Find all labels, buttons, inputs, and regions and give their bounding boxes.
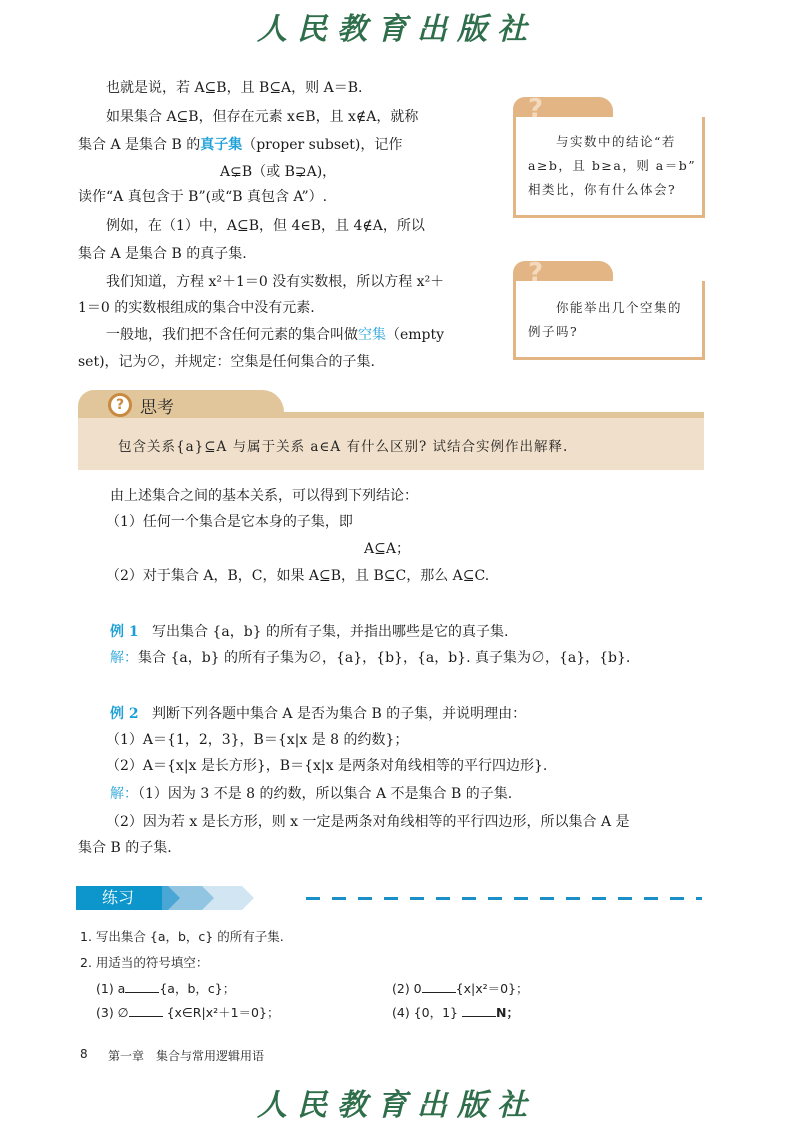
think-question: 包含关系{a}⊆A 与属于关系 a∈A 有什么区别? 试结合实例作出解释.	[118, 439, 569, 455]
paragraph-empty-set-l1: 一般地，我们把不含任何元素的集合叫做空集（empty	[106, 327, 445, 343]
paragraph-empty-set-l2: set)，记为∅，并规定：空集是任何集合的子集.	[78, 354, 376, 370]
paragraph-example-l2: 集合 A 是集合 B 的真子集.	[78, 246, 247, 262]
exercise-title: 练习	[102, 888, 135, 907]
fill-blank-2[interactable]	[422, 980, 456, 993]
example-2-q1: （1）A＝{1，2，3}，B＝{x|x 是 8 的约数}；	[106, 732, 409, 748]
conclusion-2: （2）对于集合 A，B，C，如果 A⊆B，且 B⊆C，那么 A⊆C.	[106, 568, 490, 584]
solution-label: 解：	[110, 650, 138, 666]
question-circle-icon: ?	[108, 393, 132, 417]
formula-proper-subset: A⊊B（或 B⊋A)，	[220, 164, 337, 180]
example-2-solution-1: 解：（1）因为 3 不是 8 的约数，所以集合 A 不是集合 B 的子集.	[110, 786, 513, 802]
fill-2: (2) 0 {x|x²＝0}；	[392, 981, 529, 996]
fill-blank-4[interactable]	[462, 1004, 496, 1017]
conclusion-1: （1）任何一个集合是它本身的子集，即	[106, 514, 353, 530]
publisher-logo-bottom: 人民教育出版社	[257, 1088, 537, 1123]
chapter-title: 集合与常用逻辑用语	[156, 1049, 265, 1063]
paragraph-proper-subset-l2: 集合 A 是集合 B 的真子集（proper subset)，记作	[78, 137, 403, 153]
chapter-label: 第一章	[108, 1049, 145, 1063]
conclusions-intro: 由上述集合之间的基本关系，可以得到下列结论：	[110, 488, 418, 504]
think-title: 思考	[140, 398, 174, 418]
publisher-logo-top: 人民教育出版社	[257, 12, 537, 47]
conclusion-1-formula: A⊆A；	[364, 541, 410, 557]
question-mark-icon: ?	[528, 258, 544, 288]
example-2-label: 例 2	[110, 706, 139, 722]
example-2-solution-2-l1: （2）因为若 x 是长方形，则 x 一定是两条对角线相等的平行四边形，所以集合 A 是	[106, 814, 630, 830]
page-number: 8	[80, 1047, 88, 1061]
solution-label: 解：	[110, 786, 138, 802]
term-proper-subset: 真子集	[200, 137, 243, 153]
exercise-item-1: 1. 写出集合 {a，b，c} 的所有子集.	[80, 929, 284, 944]
fill-1: (1) a {a，b，c}；	[96, 981, 236, 996]
fill-blank-3[interactable]	[129, 1004, 163, 1017]
question-mark-icon: ?	[528, 94, 544, 124]
example-2-solution-2-l2: 集合 B 的子集.	[78, 840, 172, 856]
term-empty-set: 空集	[358, 327, 386, 343]
paragraph-equation-l2: 1＝0 的实数根组成的集合中没有元素.	[78, 300, 315, 316]
example-2: 例 2 判断下列各题中集合 A 是否为集合 B 的子集，并说明理由：	[110, 706, 527, 722]
exercise-item-2: 2. 用适当的符号填空：	[80, 955, 209, 970]
paragraph-proper-subset-l1: 如果集合 A⊆B，但存在元素 x∈B，且 x∉A，就称	[106, 109, 419, 125]
paragraph-equation-l1: 我们知道，方程 x²＋1＝0 没有实数根，所以方程 x²＋	[106, 274, 445, 290]
example-2-q2: （2）A＝{x|x 是长方形}，B＝{x|x 是两条对角线相等的平行四边形}.	[106, 758, 548, 774]
fill-blank-1[interactable]	[125, 980, 159, 993]
example-1-solution: 解：集合 {a，b} 的所有子集为∅，{a}，{b}，{a，b}. 真子集为∅，{a}，{b}.	[110, 650, 631, 666]
fill-4: (4) {0，1} N；	[392, 1005, 519, 1020]
example-1: 例 1 写出集合 {a，b} 的所有子集，并指出哪些是它的真子集.	[110, 624, 509, 640]
example-1-label: 例 1	[110, 624, 139, 640]
paragraph-equality: 也就是说，若 A⊆B，且 B⊆A，则 A＝B.	[106, 80, 363, 96]
paragraph-example-l1: 例如，在（1）中，A⊆B，但 4∈B，且 4∉A，所以	[106, 218, 425, 234]
fill-3: (3) ∅ {x∈R|x²＋1＝0}；	[96, 1005, 280, 1020]
paragraph-reading: 读作“A 真包含于 B”(或“B 真包含 A”）.	[78, 189, 328, 205]
